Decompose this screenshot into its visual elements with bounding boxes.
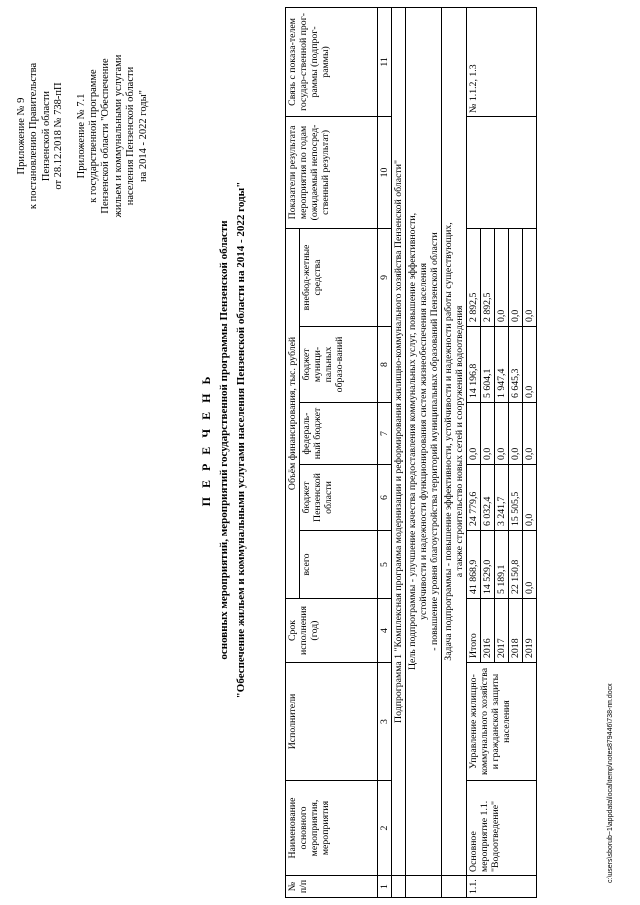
row-federal: 0,0 [523,403,537,465]
header-name: Наименование основного мероприятия, мероприятия [286,781,378,876]
row-executor: Управление жилищно-коммунального хозяйства и гражданской защиты населения [467,663,537,781]
subprogram-task [442,7,467,875]
approval-line: на 2014 - 2022 годы" [137,90,149,182]
column-number: 4 [378,599,392,663]
measures-table [285,7,537,898]
row-indicator [467,116,537,228]
goal-row [406,7,442,897]
task-row [442,7,467,897]
row-extra: 0,0 [495,228,509,326]
header-federal: федераль-ный бюджет [300,403,378,465]
goal-line: - повышение уровня благоустройства территорий муниципальных образований Пензенской области [429,232,440,651]
column-number: 10 [378,116,392,228]
row-link: № 1.1.2, 1.3 [467,7,537,116]
row-num: 1.1. [467,876,537,898]
column-number: 2 [378,781,392,876]
row-year: 2019 [523,599,537,663]
approval-line: Приложение № 7.1 [75,93,87,179]
header-regional: бюджет Пензенской области [300,465,378,531]
subprogram-title: Подпрограмма 1 "Комплексная программа модернизации и реформирования жилищно-коммунального хозяйства Пензенской области" [392,7,406,875]
column-number: 1 [378,876,392,898]
header-num: № п/п [286,876,378,898]
row-year: 2018 [509,599,523,663]
row-name: Основное мероприятие 1.1. "Водоотведение" [467,781,537,876]
header-row [286,7,300,897]
row-regional: 6 032,4 [481,465,495,531]
row-total: 5 189,1 [495,531,509,599]
column-number: 8 [378,327,392,403]
task-line: а также строительство новых сетей и сооружений водоотведения [454,305,465,578]
row-extra: 0,0 [523,228,537,326]
approval-line: жильем и коммунальными услугами [112,54,124,218]
title-line-2: "Обеспечение жильем и коммунальными услугами населения Пензенской области на 2014 - 2022 годы" [235,181,247,699]
empty-cell [442,876,467,898]
spacer [66,31,76,241]
row-regional: 3 241,7 [495,465,509,531]
approval-line: от 28.12.2018 № 738-пП [53,82,65,190]
row-total: 14 529,0 [481,531,495,599]
header-link: Связь с показа-телем государ-ственной прог-раммы (подпрог-раммы) [286,7,378,116]
header-executor: Исполнители [286,663,378,781]
row-federal: 0,0 [509,403,523,465]
header-funding: Объём финансирования, тыс. рублей [286,228,300,598]
goal-line: устойчивости и надежности функционирования систем жизнеобеспечения населения [418,263,429,620]
column-number: 3 [378,663,392,781]
approval-line: к государственной программе [88,69,100,203]
approval-line: Приложение № 9 [16,97,27,175]
column-number: 11 [378,7,392,116]
document-title [198,65,248,815]
approval-block [16,31,150,241]
row-federal: 0,0 [467,403,481,465]
row-year: Итого [467,599,481,663]
row-year: 2016 [481,599,495,663]
header-extra: внебюд-жетные средства [300,228,378,326]
row-year: 2017 [495,599,509,663]
row-municipal: 0,0 [523,327,537,403]
row-regional: 24 779,6 [467,465,481,531]
row-municipal: 1 947,4 [495,327,509,403]
subprogram-row [392,7,406,897]
row-total: 22 150,8 [509,531,523,599]
row-extra: 2 892,5 [481,228,495,326]
row-total: 0,0 [523,531,537,599]
subprogram-goal [406,7,442,875]
column-number: 5 [378,531,392,599]
row-extra: 2 892,5 [467,228,481,326]
title-line-1: основных мероприятий, мероприятий государственной программы Пензенской области [218,220,230,660]
column-numbers-row [378,7,392,897]
row-total: 41 868,9 [467,531,481,599]
row-federal: 0,0 [481,403,495,465]
approval-line: к постановлению Правительства [28,62,40,210]
file-path-footer: c:\users\sborub~1\appdata\local\temp\notes879446\738-пп.docx [607,683,614,883]
column-number: 6 [378,465,392,531]
column-number: 9 [378,228,392,326]
approval-line: Пензенской области "Обеспечение [100,58,112,214]
header-total: всего [300,531,378,599]
row-municipal: 14 196,8 [467,327,481,403]
row-federal: 0,0 [495,403,509,465]
header-term: Срок исполнения (год) [286,599,378,663]
header-indicator: Показатели результата мероприятия по годам (ожидаемый непосред-ственный результат) [286,116,378,228]
column-number: 7 [378,403,392,465]
row-municipal: 6 645,3 [509,327,523,403]
empty-cell [406,876,442,898]
empty-cell [392,876,406,898]
title-heading: П Е Р Е Ч Е Н Ь [199,373,213,507]
row-extra: 0,0 [509,228,523,326]
approval-line: Пензенской области [40,90,52,182]
task-line: Задача подпрограммы - повышение эффективности, устойчивости и надежности работы существующих, [443,222,454,661]
row-regional: 0,0 [523,465,537,531]
header-municipal: бюджет муници-пальных образо-ваний [300,327,378,403]
goal-line: Цель подпрограммы - улучшение качества предоставления коммунальных услуг, повышение эффективности, [407,212,418,671]
table-row [467,7,481,897]
approval-line: населения Пензенской области [125,66,137,206]
row-regional: 15 505,5 [509,465,523,531]
row-municipal: 5 604,1 [481,327,495,403]
